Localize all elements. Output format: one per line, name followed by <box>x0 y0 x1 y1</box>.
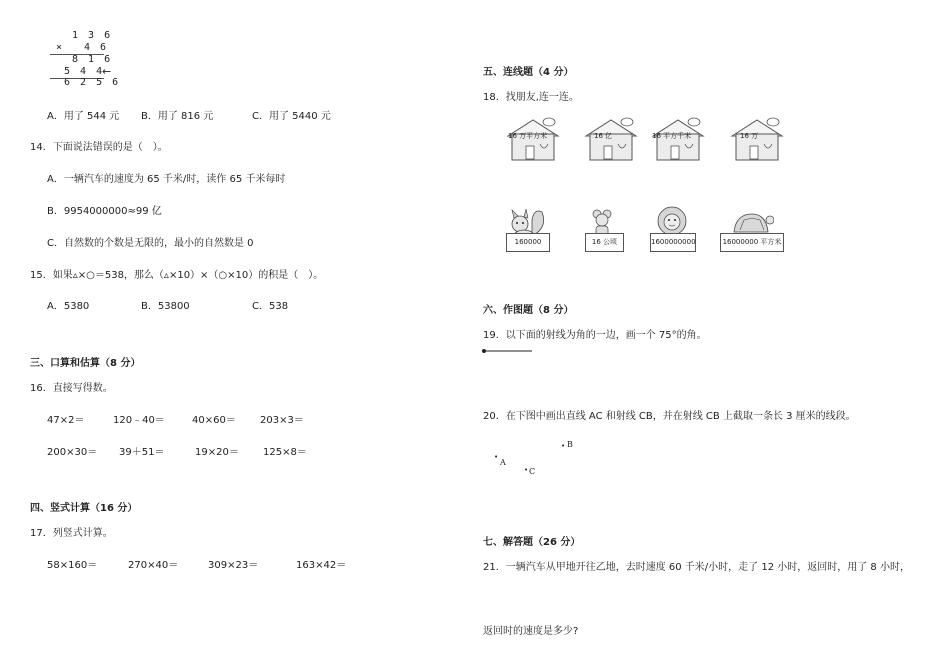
point-c-dot: • <box>524 466 529 474</box>
q16-item: 47×2＝ <box>47 415 85 426</box>
section-6-title: 六、作图题（8 分） <box>483 305 574 316</box>
q17-item: 163×42＝ <box>296 560 347 571</box>
house-4 <box>728 114 786 164</box>
point-a-label: A <box>500 458 506 467</box>
q13-option-a: A．用了 544 元 <box>47 111 120 122</box>
q16-item: 40×60＝ <box>192 415 236 426</box>
q14-stem: 14．下面说法错误的是（ ）。 <box>30 142 168 153</box>
q15-stem: 15．如果▵×○＝538，那么（▵×10）×（○×10）的积是（ ）。 <box>30 270 324 281</box>
animal-lion <box>654 206 690 236</box>
section-4-title: 四、竖式计算（16 分） <box>30 503 138 514</box>
q16-item: 200×30＝ <box>47 447 98 458</box>
animal-label: 1600000000 <box>650 233 696 252</box>
q14-option-b: B．9954000000≈99 亿 <box>47 206 162 217</box>
animal-label: 160000 <box>506 233 550 252</box>
mult-line-1: 1 3 6 <box>72 30 113 41</box>
q17-item: 309×23＝ <box>208 560 259 571</box>
house-2 <box>582 114 640 164</box>
point-b-dot: • <box>561 442 566 450</box>
house-label: 16 平方千米 <box>652 132 692 140</box>
point-b-label: B <box>567 440 573 449</box>
q15-option-b: B．53800 <box>141 301 190 312</box>
q20-stem: 20．在下图中画出直线 AC 和射线 CB，并在射线 CB 上截取一条长 3 厘米的线段。 <box>483 411 856 422</box>
q17-item: 270×40＝ <box>128 560 179 571</box>
q14-option-a: A．一辆汽车的速度为 65 千米/时，读作 65 千米每时 <box>47 174 286 185</box>
q16-item: 19×20＝ <box>195 447 239 458</box>
lion-icon <box>654 206 690 236</box>
house-label: 16 亿 <box>594 132 613 140</box>
q18-stem: 18．找朋友,连一连。 <box>483 92 579 103</box>
mult-line-2: 4 6 <box>84 42 109 53</box>
animal-turtle <box>730 208 774 236</box>
q13-option-b: B．用了 816 元 <box>141 111 214 122</box>
q15-option-c: C．538 <box>252 301 289 312</box>
section-5-title: 五、连线题（4 分） <box>483 67 574 78</box>
q14-option-c: C．自然数的个数是无限的，最小的自然数是 0 <box>47 238 254 249</box>
point-a-dot: • <box>494 453 499 461</box>
q15-option-a: A．5380 <box>47 301 90 312</box>
q16-item: 203×3＝ <box>260 415 304 426</box>
house-label: 16 万 <box>740 132 759 140</box>
q21-stem-line-1: 21．一辆汽车从甲地开往乙地，去时速度 60 千米/小时，走了 12 小时，返回时，用了 8 小时， <box>483 562 910 573</box>
animal-label: 16000000 平方米 <box>720 233 784 252</box>
houses-illustration <box>0 0 950 300</box>
mult-line-3: 8 1 6 <box>72 54 113 65</box>
mult-line-4: 5 4 4 <box>64 66 105 77</box>
q16-item: 120﹣40＝ <box>113 415 165 426</box>
section-7-title: 七、解答题（26 分） <box>483 537 581 548</box>
animal-label: 16 公顷 <box>585 233 624 252</box>
house-3 <box>649 114 707 164</box>
house-label: 16 万平方米 <box>508 132 548 140</box>
q17-item: 58×160＝ <box>47 560 98 571</box>
q16-stem: 16．直接写得数。 <box>30 383 113 394</box>
mult-operator: × <box>56 42 65 53</box>
ray-drawing <box>480 346 536 356</box>
q16-item: 125×8＝ <box>263 447 307 458</box>
point-c-label: C <box>529 467 536 476</box>
arrow-left-icon: ← <box>102 65 112 78</box>
turtle-icon <box>730 208 774 236</box>
q19-stem: 19．以下面的射线为角的一边，画一个 75°的角。 <box>483 330 707 341</box>
q13-option-c: C．用了 5440 元 <box>252 111 331 122</box>
q21-stem-line-2: 返回时的速度是多少? <box>483 626 579 637</box>
q16-item: 39＋51＝ <box>119 447 165 458</box>
section-3-title: 三、口算和估算（8 分） <box>30 358 141 369</box>
house-1 <box>504 114 562 164</box>
mult-line-5: 6 2 5 6 <box>64 77 121 88</box>
q17-stem: 17．列竖式计算。 <box>30 528 113 539</box>
